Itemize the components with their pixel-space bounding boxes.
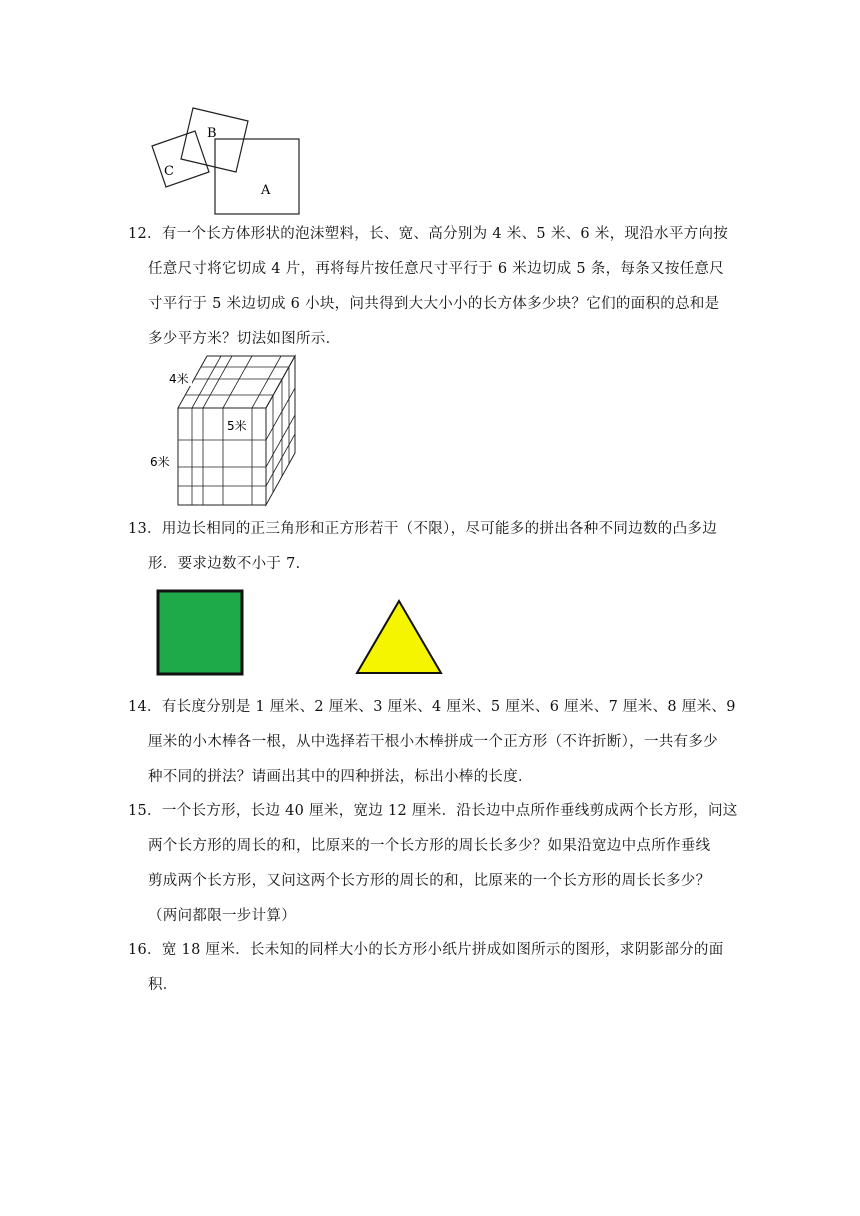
label-4m: 4米 <box>169 372 189 386</box>
question-15-line: 两个长方形的周长的和，比原来的一个长方形的周长长多少？如果沿宽边中点所作垂线 <box>148 838 711 854</box>
label-a: A <box>261 183 271 198</box>
question-15 <box>128 794 748 934</box>
label-c: C <box>164 164 174 179</box>
figure-rectangles-abc <box>145 100 310 220</box>
question-15-line: 15．一个长方形，长边 40 厘米，宽边 12 厘米．沿长边中点所作垂线剪成两个长方形，问这 <box>128 803 738 819</box>
question-14 <box>128 690 748 795</box>
question-12-line: 12．有一个长方体形状的泡沫塑料，长、宽、高分别为 4 米、5 米、6 米，现沿水平方向按 <box>128 226 729 242</box>
question-15-line: 剪成两个长方形，又问这两个长方形的周长的和，比原来的一个长方形的周长长多少？ <box>148 873 711 889</box>
figure-cuboid-grid <box>145 350 305 510</box>
question-12-line: 多少平方米？切法如图所示． <box>148 331 341 347</box>
label-6m: 6米 <box>150 455 170 469</box>
question-12 <box>128 217 748 357</box>
green-square <box>158 591 242 674</box>
question-12-line: 寸平行于 5 米边切成 6 小块，问共得到大大小小的长方体多少块？它们的面积的总和是 <box>148 296 720 312</box>
question-14-line: 厘米的小木棒各一根，从中选择若干根小木棒拼成一个正方形（不许折断），一共有多少 <box>148 734 718 750</box>
rect-a <box>215 139 299 214</box>
question-14-line: 14．有长度分别是 1 厘米、2 厘米、3 厘米、4 厘米、5 厘米、6 厘米、7 厘米、8 厘米、9 <box>128 699 736 715</box>
question-14-line: 种不同的拼法？请画出其中的四种拼法，标出小棒的长度． <box>148 769 533 785</box>
yellow-triangle <box>357 601 441 673</box>
question-15-line: （两问都限一步计算） <box>148 908 296 924</box>
question-16 <box>128 933 748 1003</box>
question-16-line: 积． <box>148 977 178 993</box>
label-b: B <box>207 126 217 141</box>
label-5m: 5米 <box>227 419 247 433</box>
question-12-line: 任意尺寸将它切成 4 片，再将每片按任意尺寸平行于 6 米边切成 5 条，每条又按任意尺 <box>148 261 725 277</box>
question-16-line: 16．宽 18 厘米．长未知的同样大小的长方形小纸片拼成如图所示的图形，求阴影部分的面 <box>128 942 724 958</box>
question-13-line: 形．要求边数不小于 7． <box>148 556 311 572</box>
question-13-line: 13．用边长相同的正三角形和正方形若干（不限），尽可能多的拼出各种不同边数的凸多边 <box>128 521 717 537</box>
figure-shapes <box>150 585 450 680</box>
question-13 <box>128 512 748 582</box>
